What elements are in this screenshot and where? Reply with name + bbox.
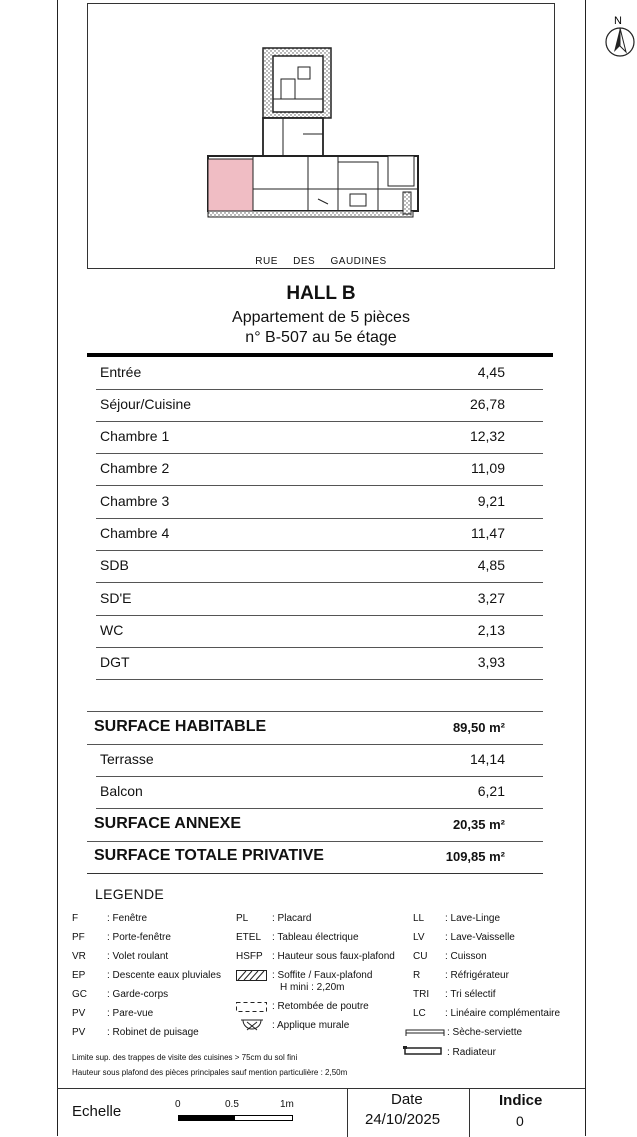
surface-habitable-row (87, 711, 543, 745)
legend-item (236, 951, 395, 962)
legend-item (72, 932, 171, 943)
room-area: 11,09 (471, 460, 505, 476)
towel-dryer-icon (405, 1027, 445, 1037)
legend-text: : Radiateur (447, 1047, 496, 1058)
room-name: Entrée (100, 364, 142, 380)
annex-name: Balcon (100, 783, 143, 799)
north-arrow-icon (603, 12, 637, 58)
street-word: RUE (255, 256, 278, 267)
legend-code: LL (413, 913, 425, 924)
legend-title: LEGENDE (95, 886, 165, 902)
annex-area: 6,21 (477, 783, 505, 799)
legend-text: : Tri sélectif (445, 989, 496, 1000)
room-row (96, 357, 543, 390)
legend-code: ETEL (236, 932, 262, 943)
sheet-border-right (585, 0, 586, 1136)
scale-bar (178, 1115, 293, 1121)
apartment-type: Appartement de 5 pièces (232, 309, 410, 326)
room-name: Chambre 1 (100, 428, 170, 444)
room-area: 9,21 (477, 493, 505, 509)
room-name: Chambre 3 (100, 493, 170, 509)
scale-tick: 0.5 (225, 1099, 239, 1110)
legend-item (72, 1008, 153, 1019)
scale-tick: 1m (280, 1099, 294, 1110)
legend-item (413, 913, 500, 924)
legend-item (72, 913, 147, 924)
street-word: GAUDINES (330, 256, 387, 267)
legend-code: PL (236, 913, 249, 924)
room-row (96, 421, 543, 454)
legend-code: PV (72, 1008, 86, 1019)
room-name: Chambre 2 (100, 460, 170, 476)
legend-text: : Volet roulant (107, 951, 169, 962)
room-name: DGT (100, 654, 130, 670)
legend-text: : Tableau électrique (272, 932, 359, 943)
street-name (88, 256, 554, 267)
room-row (96, 615, 543, 648)
north-label: N (614, 15, 622, 27)
surface-totale-value: 109,85 m² (445, 849, 505, 864)
table-bottom-rule (87, 873, 543, 874)
legend-code: GC (72, 989, 87, 1000)
wall-light-icon (240, 1018, 264, 1034)
room-area: 4,45 (477, 364, 505, 380)
room-area: 26,78 (469, 396, 505, 412)
indice-value: 0 (516, 1113, 524, 1129)
legend-item (72, 951, 168, 962)
room-name: Séjour/Cuisine (100, 396, 192, 412)
legend-item (413, 932, 515, 943)
legend-code: PF (72, 932, 85, 943)
room-area: 11,47 (471, 525, 505, 541)
room-area: 2,13 (477, 622, 505, 638)
legend-item (72, 970, 221, 981)
legend-text: : Descente eaux pluviales (107, 970, 221, 981)
radiator-icon (403, 1046, 443, 1058)
annex-row (96, 744, 543, 777)
legend-text: : Applique murale (272, 1020, 350, 1031)
legend-text: : Porte-fenêtre (107, 932, 171, 943)
floor-plan-drawing (88, 4, 554, 254)
surface-annexe-row (87, 809, 543, 842)
legend-item (236, 932, 359, 943)
legend-text: : Garde-corps (107, 989, 169, 1000)
annex-name: Terrasse (100, 751, 154, 767)
apartment-lot: n° B-507 au 5e étage (245, 329, 397, 346)
legend-code: EP (72, 970, 86, 981)
legend-text: : Retombée de poutre (272, 1001, 369, 1012)
legend-item (72, 989, 168, 1000)
legend-code: HSFP (236, 951, 263, 962)
note-line: Hauteur sous plafond des pièces principales sauf mention particulière : 2,50m (72, 1068, 348, 1077)
surface-habitable-label: SURFACE HABITABLE (94, 718, 267, 735)
legend-text: : Lave-Vaisselle (445, 932, 515, 943)
date-value: 24/10/2025 (365, 1111, 441, 1128)
soffite-hatch-icon (236, 970, 268, 982)
legend-item (413, 989, 496, 1000)
legend-text: H mini : 2,20m (280, 982, 345, 993)
legend-text: : Réfrigérateur (445, 970, 509, 981)
legend-code: VR (72, 951, 86, 962)
room-row (96, 486, 543, 519)
surface-habitable-value: 89,50 m² (452, 720, 505, 735)
beam-dashed-icon (236, 1001, 268, 1013)
room-row (96, 518, 543, 551)
title-block-divider (347, 1089, 348, 1137)
surface-totale-row (87, 841, 543, 873)
street-word: DES (293, 256, 316, 267)
legend-text: : Sèche-serviette (447, 1027, 523, 1038)
scale-label: Echelle (72, 1103, 122, 1120)
legend-code: LC (413, 1008, 426, 1019)
indice-label: Indice (499, 1092, 543, 1109)
page-title: HALL B (286, 283, 356, 304)
legend-text: : Linéaire complémentaire (445, 1008, 561, 1019)
title-block (57, 1088, 585, 1137)
room-name: WC (100, 622, 124, 638)
legend-item (72, 1027, 199, 1038)
room-row (96, 647, 543, 680)
legend-item (413, 951, 487, 962)
surface-totale-label: SURFACE TOTALE PRIVATIVE (94, 847, 324, 864)
legend-item (413, 970, 509, 981)
date-label: Date (391, 1091, 423, 1108)
title-block-divider (469, 1089, 470, 1137)
legend-text: : Lave-Linge (445, 913, 501, 924)
legend-code: LV (413, 932, 425, 943)
balcony-hatched-area (208, 211, 413, 217)
note-line: Limite sup. des trappes de visite des cuisines > 75cm du sol fini (72, 1053, 298, 1062)
annex-row (96, 776, 543, 809)
room-area: 12,32 (469, 428, 505, 444)
room-row (96, 389, 543, 422)
legend-text: : Cuisson (445, 951, 487, 962)
legend-text: : Soffite / Faux-plafond (272, 970, 373, 981)
legend-code: CU (413, 951, 428, 962)
legend-text: : Placard (272, 913, 312, 924)
room-name: SD'E (100, 590, 132, 606)
room-row (96, 453, 543, 486)
legend-code: R (413, 970, 421, 981)
legend-item (236, 913, 311, 924)
legend-code: PV (72, 1027, 86, 1038)
room-row (96, 550, 543, 583)
apartment-terrace-highlight (208, 159, 253, 214)
scale-tick: 0 (175, 1099, 181, 1110)
room-name: SDB (100, 557, 129, 573)
room-name: Chambre 4 (100, 525, 170, 541)
legend-text: : Pare-vue (107, 1008, 154, 1019)
room-area: 3,93 (477, 654, 505, 670)
legend-text: : Fenêtre (107, 913, 148, 924)
legend-code: TRI (413, 989, 430, 1000)
legend-text: : Robinet de puisage (107, 1027, 199, 1038)
room-row (96, 583, 543, 616)
legend-item (413, 1008, 560, 1019)
sheet-border-left (57, 0, 58, 1136)
annex-area: 14,14 (469, 751, 505, 767)
surface-annexe-label: SURFACE ANNEXE (94, 815, 241, 832)
legend-code: F (72, 913, 79, 924)
floor-plan-frame (87, 3, 622, 269)
legend-text: : Hauteur sous faux-plafond (272, 951, 395, 962)
room-area: 4,85 (477, 557, 505, 573)
room-area: 3,27 (477, 590, 505, 606)
surface-annexe-value: 20,35 m² (452, 817, 505, 832)
